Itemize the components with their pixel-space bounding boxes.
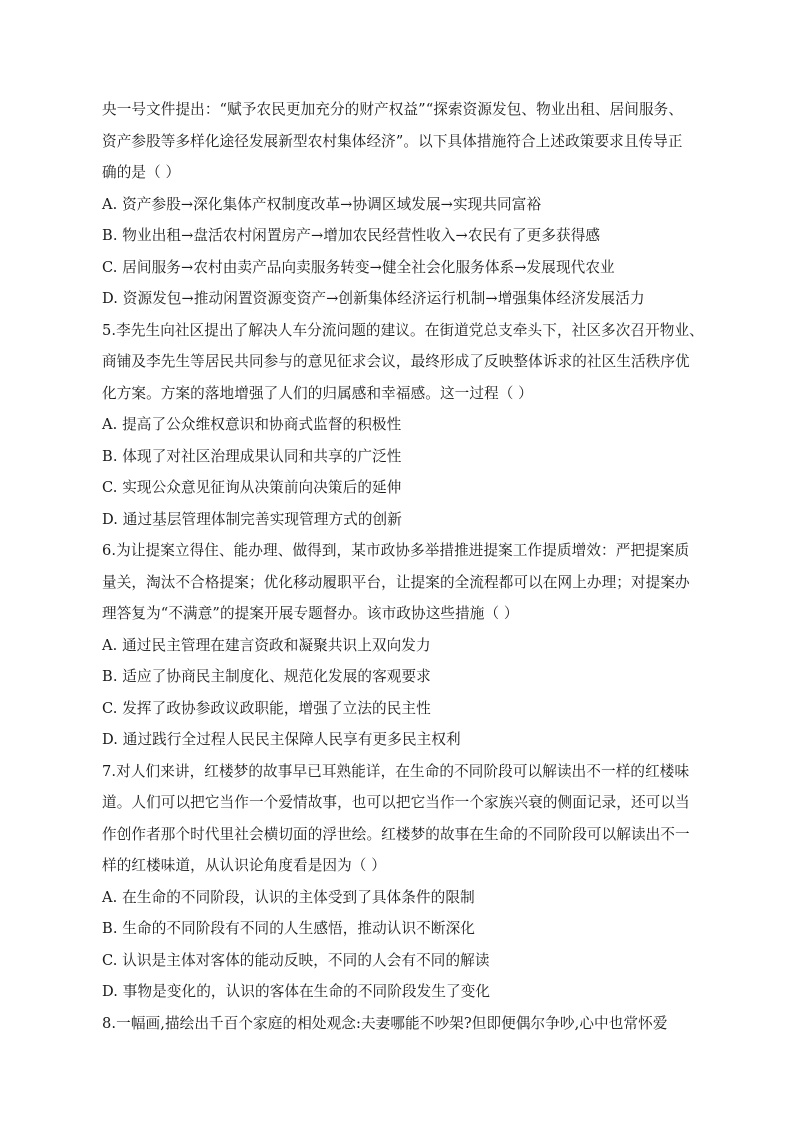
question-stem-line: 化方案。方案的落地增强了人们的归属感和幸福感。这一过程（ ） [102,384,533,402]
answer-option-line: D. 资源发包→推动闲置资源变资产→创新集体经济运行机制→增强集体经济发展活力 [102,290,645,307]
question-stem-line: 8.一幅画,描绘出千百个家庭的相处观念:夫妻哪能不吵架?但即便偶尔争吵,心中也常怀爱 [102,1014,668,1032]
answer-option-line: C. 居间服务→农村由卖产品向卖服务转变→健全社会化服务体系→发展现代农业 [102,258,615,276]
question-stem-line: 道。人们可以把它当作一个爱情故事，也可以把它当作一个家族兴衰的侧面记录，还可以当 [102,794,690,811]
answer-option-line: B. 体现了对社区治理成果认同和共享的广泛性 [102,447,402,465]
answer-option-line: C. 认识是主体对客体的能动反映，不同的人会有不同的解读 [102,951,490,969]
question-stem-line: 6.为让提案立得住、能办理、做得到，某市政协多举措推进提案工作提质增效：严把提案质 [102,542,690,559]
question-stem-line: 作创作者那个时代里社会横切面的浮世绘。红楼梦的故事在生命的不同阶段可以解读出不一 [102,825,690,843]
answer-option-line: D. 通过践行全过程人民民主保障人民享有更多民主权利 [102,731,461,748]
question-stem-line: 资产参股等多样化途径发展新型农村集体经济”。以下具体措施符合上述政策要求且传导正 [102,132,683,150]
question-stem-line: 理答复为“不满意”的提案开展专题督办。该市政协这些措施（ ） [102,605,519,622]
answer-option-line: C. 实现公众意见征询从决策前向决策后的延伸 [102,479,402,496]
question-stem-line: 5.李先生向社区提出了解决人车分流问题的建议。在街道党总支牵头下，社区多次召开物业、 [102,321,704,339]
question-text-block [102,94,704,1039]
answer-option-line: A. 在生命的不同阶段，认识的主体受到了具体条件的限制 [102,888,475,906]
answer-option-line: B. 物业出租→盘活农村闲置房产→增加农民经营性收入→农民有了更多获得感 [102,227,601,244]
answer-option-line: B. 生命的不同阶段有不同的人生感悟，推动认识不断深化 [102,920,475,937]
question-stem-line: 样的红楼味道，从认识论角度看是因为（ ） [102,857,386,874]
question-stem-line: 7.对人们来讲，红楼梦的故事早已耳熟能详，在生命的不同阶段可以解读出不一样的红楼味 [102,762,690,780]
answer-option-line: A. 提高了公众维权意识和协商式监督的积极性 [102,416,402,433]
question-stem-line: 确的是（ ） [102,164,181,181]
answer-option-line: A. 资产参股→深化集体产权制度改革→协调区域发展→实现共同富裕 [102,195,542,213]
answer-option-line: A. 通过民主管理在建言资政和凝聚共识上双向发力 [102,636,431,654]
question-stem-line: 央一号文件提出：“赋予农民更加充分的财产权益”“探索资源发包、物业出租、居间服务、 [102,101,684,118]
answer-option-line: C. 发挥了政协参政议政职能，增强了立法的民主性 [102,699,431,717]
answer-option-line: B. 适应了协商民主制度化、规范化发展的客观要求 [102,668,431,685]
question-stem-line: 商铺及李先生等居民共同参与的意见征求会议，最终形成了反映整体诉求的社区生活秩序优 [102,353,690,370]
question-stem-line: 量关，淘汰不合格提案；优化移动履职平台，让提案的全流程都可以在网上办理；对提案办 [102,573,690,591]
answer-option-line: D. 通过基层管理体制完善实现管理方式的创新 [102,510,402,528]
answer-option-line: D. 事物是变化的，认识的客体在生命的不同阶段发生了变化 [102,983,491,1000]
